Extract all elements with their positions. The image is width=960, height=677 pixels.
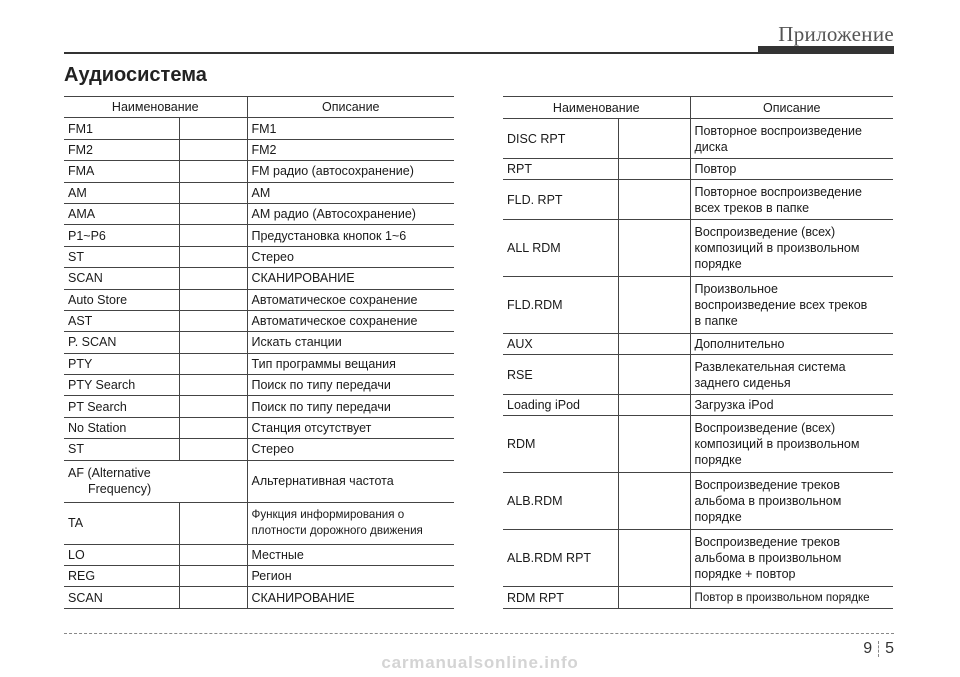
table-row bbox=[503, 395, 893, 416]
row-description: Повторное воспроизведение диска bbox=[690, 119, 893, 159]
row-description: Развлекательная система заднего сиденья bbox=[690, 355, 893, 395]
table-row bbox=[64, 353, 454, 374]
table-row bbox=[64, 310, 454, 331]
row-description: FM1 bbox=[247, 118, 454, 139]
page-chapter: 9 bbox=[863, 640, 873, 657]
row-description: AM радио (Автосохранение) bbox=[247, 203, 454, 224]
row-description: Повторное воспроизведение всех треков в папке bbox=[690, 180, 893, 220]
table-row bbox=[64, 161, 454, 182]
row-name: SCAN bbox=[64, 587, 179, 608]
table-row bbox=[503, 159, 893, 180]
row-name: PTY Search bbox=[64, 375, 179, 396]
row-name: DISC RPT bbox=[503, 119, 618, 159]
right-spec-table bbox=[503, 96, 893, 609]
row-description: СКАНИРОВАНИЕ bbox=[247, 268, 454, 289]
table-row bbox=[503, 530, 893, 587]
table-row bbox=[64, 502, 454, 544]
row-name: FLD. RPT bbox=[503, 180, 618, 220]
column-header-description: Описание bbox=[690, 97, 893, 119]
table-row bbox=[64, 182, 454, 203]
footer-rule bbox=[64, 633, 894, 634]
row-name: AF (Alternative Frequency) bbox=[64, 460, 247, 502]
row-name: PTY bbox=[64, 353, 179, 374]
row-name: TA bbox=[64, 502, 179, 544]
row-description: СКАНИРОВАНИЕ bbox=[247, 587, 454, 608]
row-name: RDM RPT bbox=[503, 587, 618, 609]
row-name: AMA bbox=[64, 203, 179, 224]
row-name: RPT bbox=[503, 159, 618, 180]
row-name: ST bbox=[64, 439, 179, 460]
table-row bbox=[64, 460, 454, 502]
row-name: FMA bbox=[64, 161, 179, 182]
row-description: Местные bbox=[247, 544, 454, 565]
header-rule-accent bbox=[758, 46, 894, 54]
row-name: No Station bbox=[64, 417, 179, 438]
row-description: Автоматическое сохранение bbox=[247, 289, 454, 310]
row-description: Станция отсутствует bbox=[247, 417, 454, 438]
table-row bbox=[64, 587, 454, 608]
row-description: Функция информирования о плотности дорожного движения bbox=[247, 502, 454, 544]
left-spec-table bbox=[64, 96, 454, 609]
table-header-row bbox=[64, 97, 454, 118]
row-name: AM bbox=[64, 182, 179, 203]
page-index: 5 bbox=[885, 640, 894, 657]
table-row bbox=[64, 332, 454, 353]
table-header-row bbox=[503, 97, 893, 119]
row-description: Автоматическое сохранение bbox=[247, 310, 454, 331]
row-description: Регион bbox=[247, 566, 454, 587]
row-name: FM2 bbox=[64, 139, 179, 160]
table-row bbox=[64, 289, 454, 310]
table-row bbox=[64, 203, 454, 224]
page-title: Аудиосистема bbox=[64, 64, 207, 86]
row-name: FM1 bbox=[64, 118, 179, 139]
table-row bbox=[503, 473, 893, 530]
row-description: Воспроизведение треков альбома в произвольном порядке + повтор bbox=[690, 530, 893, 587]
row-description: Повтор bbox=[690, 159, 893, 180]
row-name: RSE bbox=[503, 355, 618, 395]
row-description: Стерео bbox=[247, 439, 454, 460]
column-header-name: Наименование bbox=[503, 97, 690, 119]
table-row bbox=[64, 375, 454, 396]
table-row bbox=[64, 268, 454, 289]
row-description: Произвольное воспроизведение всех треков в папке bbox=[690, 277, 893, 334]
column-header-description: Описание bbox=[247, 97, 454, 118]
row-name: AST bbox=[64, 310, 179, 331]
table-row bbox=[503, 180, 893, 220]
table-row bbox=[503, 587, 893, 609]
row-description: Воспроизведение (всех) композиций в произвольном порядке bbox=[690, 416, 893, 473]
row-name: RDM bbox=[503, 416, 618, 473]
table-row bbox=[503, 220, 893, 277]
row-description: Воспроизведение треков альбома в произвольном порядке bbox=[690, 473, 893, 530]
row-description: Повтор в произвольном порядке bbox=[690, 587, 893, 609]
row-description: Поиск по типу передачи bbox=[247, 396, 454, 417]
row-description: Искать станции bbox=[247, 332, 454, 353]
table-row bbox=[64, 246, 454, 267]
row-name: REG bbox=[64, 566, 179, 587]
row-name: SCAN bbox=[64, 268, 179, 289]
row-name: Auto Store bbox=[64, 289, 179, 310]
row-description: Стерео bbox=[247, 246, 454, 267]
row-description: AM bbox=[247, 182, 454, 203]
row-name: P. SCAN bbox=[64, 332, 179, 353]
row-name: PT Search bbox=[64, 396, 179, 417]
table-row bbox=[64, 544, 454, 565]
row-name: ALB.RDM bbox=[503, 473, 618, 530]
table-row bbox=[64, 118, 454, 139]
row-name: ST bbox=[64, 246, 179, 267]
row-description: Воспроизведение (всех) композиций в произвольном порядке bbox=[690, 220, 893, 277]
row-name: ALL RDM bbox=[503, 220, 618, 277]
table-row bbox=[64, 566, 454, 587]
section-title: Приложение bbox=[778, 22, 894, 46]
table-row bbox=[64, 417, 454, 438]
row-name: AUX bbox=[503, 334, 618, 355]
row-description: FM2 bbox=[247, 139, 454, 160]
table-row bbox=[503, 416, 893, 473]
row-description: Тип программы вещания bbox=[247, 353, 454, 374]
column-header-name: Наименование bbox=[64, 97, 247, 118]
row-description: Поиск по типу передачи bbox=[247, 375, 454, 396]
table-row bbox=[64, 225, 454, 246]
watermark: carmanualsonline.info bbox=[381, 653, 579, 672]
row-name: LO bbox=[64, 544, 179, 565]
row-name: P1~P6 bbox=[64, 225, 179, 246]
table-row bbox=[64, 139, 454, 160]
row-description: Загрузка iPod bbox=[690, 395, 893, 416]
table-row bbox=[503, 355, 893, 395]
row-description: Предустановка кнопок 1~6 bbox=[247, 225, 454, 246]
table-row bbox=[503, 119, 893, 159]
row-description: FM радио (автосохранение) bbox=[247, 161, 454, 182]
row-description: Альтернативная частота bbox=[247, 460, 454, 502]
row-name: Loading iPod bbox=[503, 395, 618, 416]
row-name: ALB.RDM RPT bbox=[503, 530, 618, 587]
row-description: Дополнительно bbox=[690, 334, 893, 355]
row-name: FLD.RDM bbox=[503, 277, 618, 334]
table-row bbox=[64, 439, 454, 460]
table-row bbox=[503, 334, 893, 355]
table-row bbox=[64, 396, 454, 417]
table-row bbox=[503, 277, 893, 334]
